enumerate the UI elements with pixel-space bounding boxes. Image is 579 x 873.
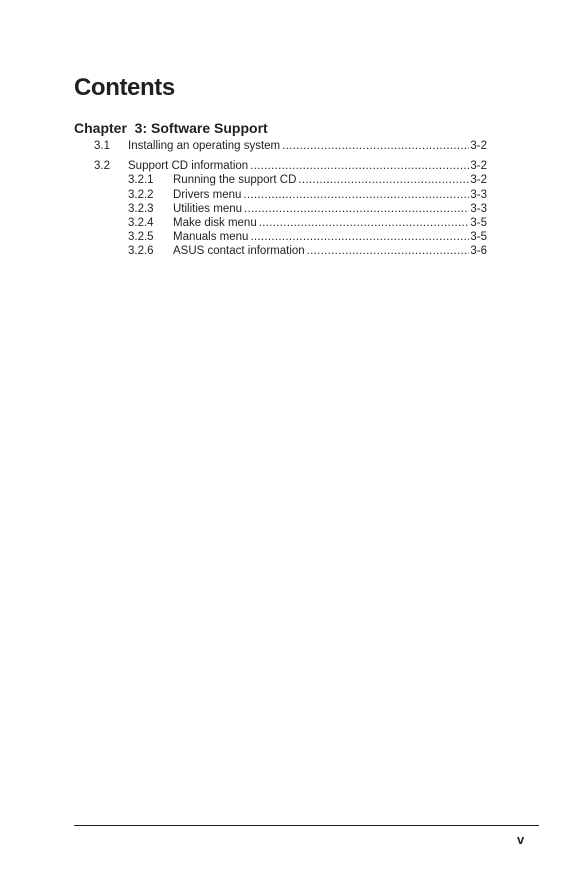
toc-entry-3-2-6[interactable] xyxy=(94,244,487,258)
toc-entry-page: 3-2 xyxy=(470,160,487,173)
toc-entry-3-2-1[interactable] xyxy=(94,173,487,187)
toc-entry-number: 3.2.5 xyxy=(128,231,154,244)
toc-entry-number: 3.1 xyxy=(94,140,110,152)
dot-leader xyxy=(250,159,469,173)
toc-entry-title: ASUS contact information xyxy=(173,245,305,258)
chapter-heading: Chapter 3: Software Support xyxy=(74,120,268,136)
toc-entry-page: 3-2 xyxy=(470,140,487,152)
dot-leader xyxy=(243,188,469,202)
toc-entry-3-2[interactable] xyxy=(94,159,487,173)
toc-entry-page: 3-6 xyxy=(470,245,487,258)
toc-entry-number: 3.2.4 xyxy=(128,217,154,230)
dot-leader xyxy=(298,173,469,187)
dot-leader xyxy=(259,216,470,230)
toc-entry-number: 3.2.3 xyxy=(128,202,154,215)
toc-entry-title: Support CD information xyxy=(128,160,249,173)
dot-leader xyxy=(250,230,469,244)
toc-entry-page: 3-3 xyxy=(470,202,487,215)
page-title: Contents xyxy=(74,74,175,101)
dot-leader xyxy=(282,139,469,153)
toc-entry-page: 3-3 xyxy=(470,188,487,201)
footer-divider xyxy=(74,825,539,826)
toc-entry-title: Utilities menu xyxy=(173,202,243,215)
toc-entry-title: Manuals menu xyxy=(173,231,249,244)
toc-entry-number: 3.2.2 xyxy=(128,188,154,201)
dot-leader xyxy=(307,244,470,258)
toc-entry-number: 3.2.1 xyxy=(128,174,154,187)
toc-entry-page: 3-5 xyxy=(470,217,487,230)
toc-entry-3-2-4[interactable] xyxy=(94,216,487,230)
table-of-contents xyxy=(94,139,487,259)
toc-entry-title: Installing an operating system xyxy=(128,140,281,152)
toc-entry-number: 3.2.6 xyxy=(128,245,154,258)
toc-entry-number: 3.2 xyxy=(94,160,110,173)
toc-entry-3-2-3[interactable] xyxy=(94,202,487,216)
toc-entry-page: 3-5 xyxy=(470,231,487,244)
dot-leader xyxy=(244,202,469,216)
toc-entry-page: 3-2 xyxy=(470,174,487,187)
footer-page-number: v xyxy=(517,832,525,847)
toc-entry-title: Drivers menu xyxy=(173,188,242,201)
toc-entry-3-2-2[interactable] xyxy=(94,188,487,202)
toc-entry-title: Make disk menu xyxy=(173,217,257,230)
toc-entry-3-1[interactable] xyxy=(94,139,487,153)
toc-entry-3-2-5[interactable] xyxy=(94,230,487,244)
toc-entry-title: Running the support CD xyxy=(173,174,297,187)
